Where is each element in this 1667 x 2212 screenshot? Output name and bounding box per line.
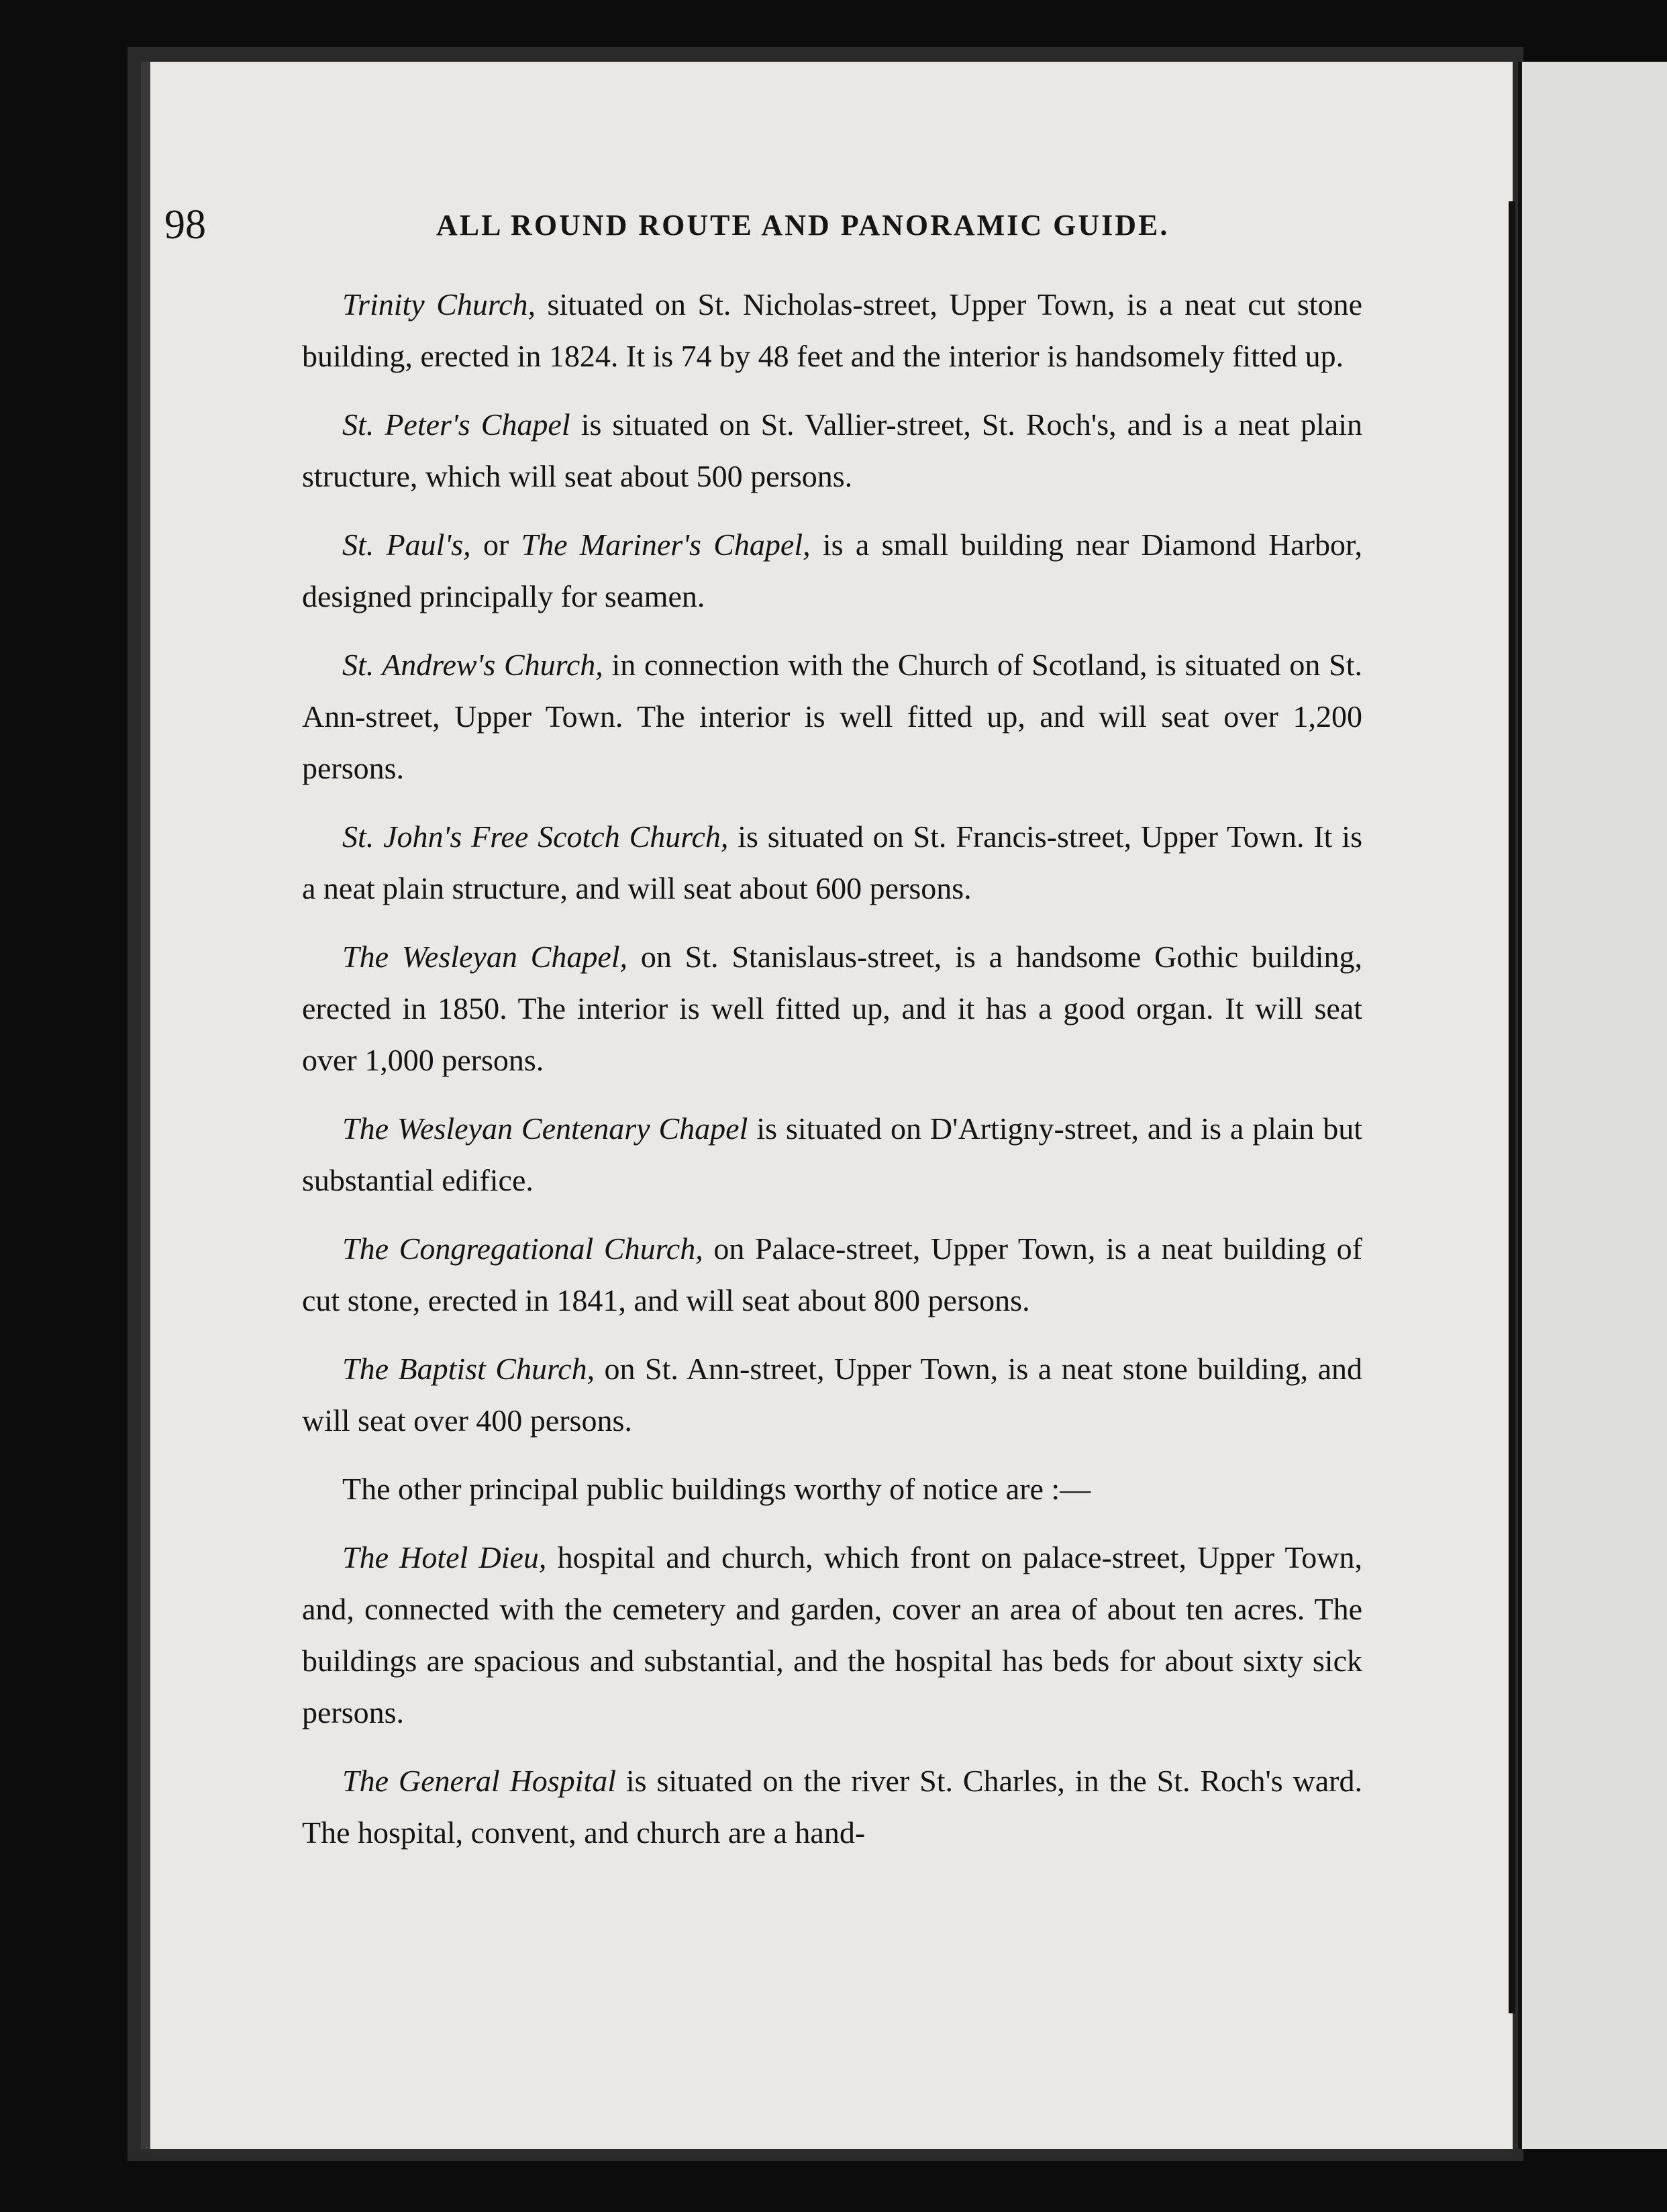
paragraph-text: is situated on the river St. Charles, in the St. Roch's ward. The hospital, convent, and church are a hand-	[302, 1764, 1362, 1850]
page-header	[164, 201, 1406, 255]
paragraph-st-peters-chapel	[302, 399, 1362, 502]
paragraph-baptist-church	[302, 1343, 1362, 1446]
building-name: The Hotel Dieu,	[342, 1540, 547, 1574]
paragraph-wesleyan-chapel	[302, 931, 1362, 1086]
paragraph-wesleyan-centenary-chapel	[302, 1103, 1362, 1206]
church-alt-name: The Mariner's Chapel,	[521, 527, 811, 562]
paragraph-text: is situated on St. Francis-street, Upper Town. It is a neat plain structure, and will seat about 600 persons.	[302, 819, 1362, 905]
paragraph-text: situated on St. Nicholas-street, Upper Town, is a neat cut stone building, erected in 1824. It is 74 by 48 feet and the interior is handsomely fitted up.	[302, 287, 1362, 373]
paragraph-text: is a small building near Diamond Harbor, designed principally for seamen.	[302, 527, 1362, 613]
paragraph-public-buildings-intro	[302, 1463, 1362, 1515]
paragraph-text: on St. Ann-street, Upper Town, is a neat stone building, and will seat over 400 persons.	[302, 1352, 1362, 1438]
building-name: The General Hospital	[342, 1764, 616, 1798]
gutter-shadow	[1509, 201, 1515, 2013]
paragraph-text: is situated on D'Artigny-street, and is a plain but substantial edifice.	[302, 1111, 1362, 1197]
paragraph-st-andrews-church	[302, 639, 1362, 794]
church-name: The Wesleyan Centenary Chapel	[342, 1111, 748, 1146]
paragraph-trinity-church	[302, 279, 1362, 382]
paragraph-st-pauls	[302, 519, 1362, 622]
paragraph-hotel-dieu	[302, 1531, 1362, 1738]
running-title: ALL ROUND ROUTE AND PANORAMIC GUIDE.	[436, 209, 1170, 242]
page-number: 98	[164, 202, 206, 248]
church-name: The Congregational Church,	[342, 1231, 703, 1266]
paragraph-text: on Palace-street, Upper Town, is a neat building of cut stone, erected in 1841, and will seat about 800 persons.	[302, 1231, 1362, 1317]
paragraph-text: is situated on St. Vallier-street, St. Roch's, and is a neat plain structure, which will seat about 500 persons.	[302, 407, 1362, 493]
paragraph-congregational-church	[302, 1223, 1362, 1326]
paragraph-text: hospital and church, which front on palace-street, Upper Town, and, connected with the cemetery and garden, cover an area of about ten acres. The buildings are spacious and substantial, and the hospital has beds for about sixty sick persons.	[302, 1540, 1362, 1729]
church-name: Trinity Church,	[342, 287, 536, 321]
church-name: St. Peter's Chapel	[342, 407, 570, 442]
facing-page-edge	[1518, 62, 1667, 2149]
church-name: The Wesleyan Chapel,	[342, 940, 628, 974]
church-name: St. Paul's,	[342, 527, 471, 562]
paragraph-text: The other principal public buildings worthy of notice are :—	[342, 1472, 1091, 1506]
paragraph-general-hospital	[302, 1755, 1362, 1858]
paragraph-text: in connection with the Church of Scotland, is situated on St. Ann-street, Upper Town. The interior is well fitted up, and will seat over 1,200 persons.	[302, 648, 1363, 785]
paragraph-text: or	[470, 527, 521, 562]
body-text	[302, 279, 1362, 1875]
church-name: St. Andrew's Church,	[342, 648, 603, 682]
church-name: St. John's Free Scotch Church,	[342, 819, 729, 854]
church-name: The Baptist Church,	[342, 1352, 595, 1386]
paragraph-text: on St. Stanislaus-street, is a handsome Gothic building, erected in 1850. The interior is well fitted up, and it has a good organ. It will seat over 1,000 persons.	[302, 940, 1362, 1077]
paragraph-st-johns-free-scotch-church	[302, 811, 1362, 914]
